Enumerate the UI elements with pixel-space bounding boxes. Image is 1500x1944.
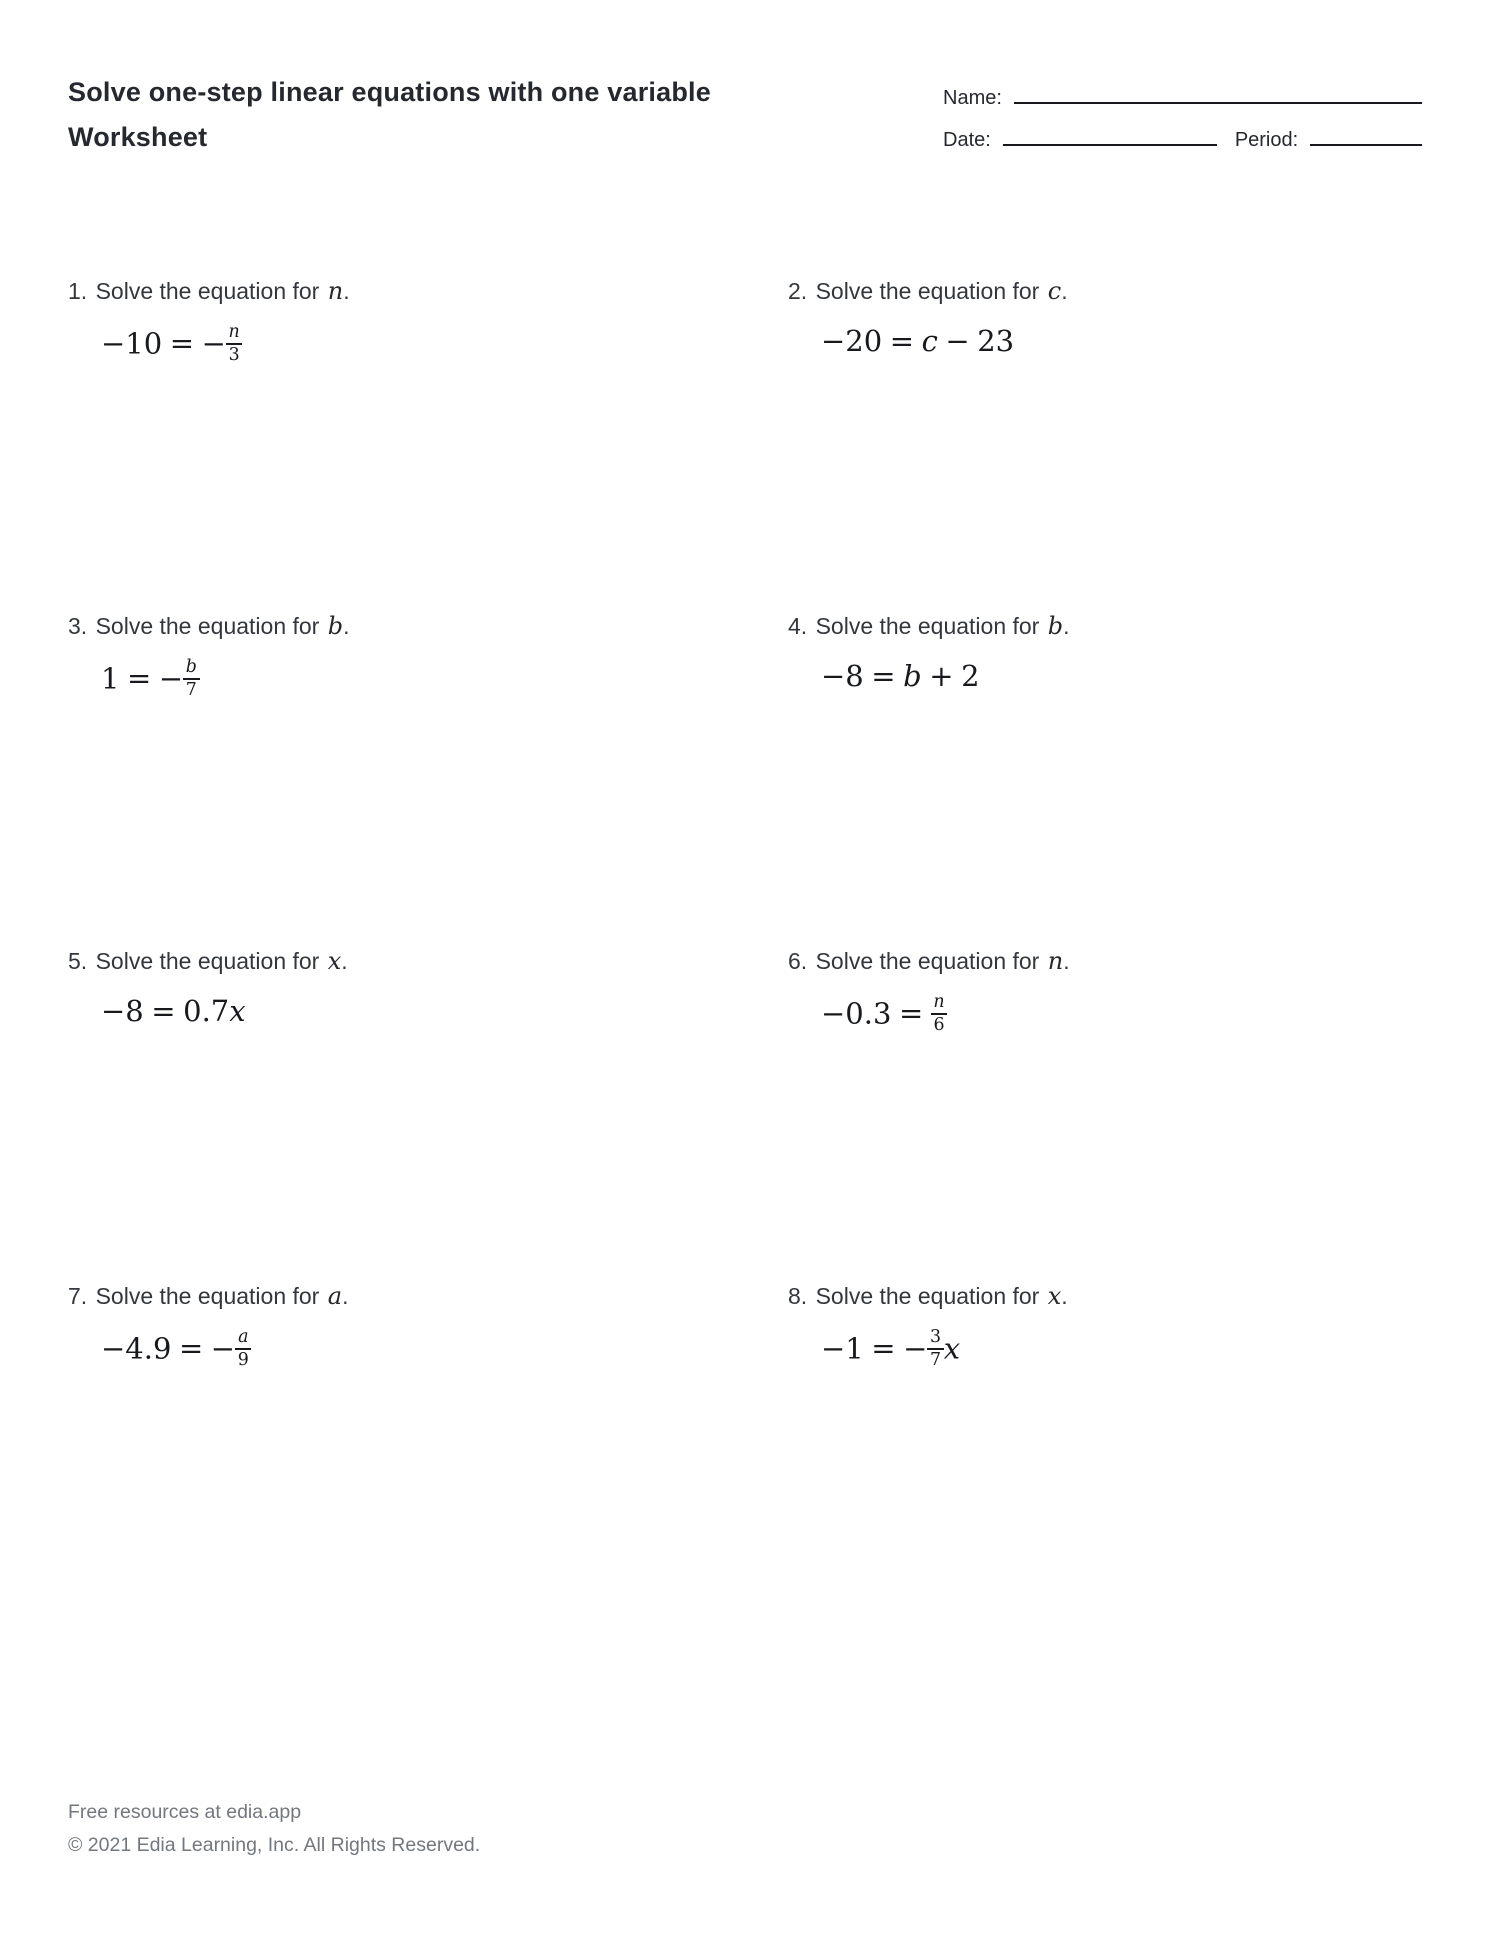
problem-prompt (788, 611, 1442, 641)
problem-prompt-text: Solve the equation for (815, 948, 1040, 974)
worksheet-title-line2: Worksheet (68, 122, 208, 152)
problem-equation: −20 = c − 23 (821, 324, 1015, 358)
problem-prompt-period: . (342, 1283, 349, 1309)
problem-prompt (788, 1281, 1442, 1311)
problem-variable: a (327, 1282, 343, 1310)
problem-prompt-period: . (343, 278, 350, 304)
problem-prompt-text: Solve the equation for (815, 1283, 1040, 1309)
problem-variable: b (327, 612, 344, 640)
problem-item (788, 276, 1442, 611)
problem-prompt-text: Solve the equation for (95, 948, 320, 974)
problem-equation: −0.3 = $\frac{n}{6}$ (821, 994, 1442, 1037)
worksheet-title-line1: Solve one-step linear equations with one variable (68, 77, 711, 107)
problem-equation: −1 = − $\frac{3}{7}$ x (821, 1327, 961, 1371)
problem-prompt (788, 946, 1442, 976)
period-input-line[interactable] (1310, 130, 1422, 146)
problem-prompt-text: Solve the equation for (95, 1283, 320, 1309)
problem-variable: b (1047, 612, 1064, 640)
problem-equation: −8 = b + 2 (821, 659, 980, 693)
date-input-line[interactable] (1003, 130, 1217, 146)
problem-prompt-period: . (1061, 1283, 1068, 1309)
problem-variable: x (1047, 1282, 1062, 1310)
problem-variable: n (327, 277, 344, 305)
problem-item (68, 1281, 788, 1616)
problem-number: 7. (68, 1283, 88, 1309)
problems-grid (68, 276, 1442, 1616)
problem-number: 5. (68, 948, 88, 974)
problem-number: 8. (788, 1283, 808, 1309)
problem-prompt (68, 611, 788, 641)
date-period-field-row (943, 128, 1422, 152)
problem-prompt-text: Solve the equation for (95, 278, 320, 304)
problem-item (68, 946, 788, 1281)
name-field-row (943, 86, 1422, 110)
problem-prompt (68, 1281, 788, 1311)
problem-number: 3. (68, 613, 88, 639)
problem-equation: 1 = − $\frac{b}{7}$ (101, 659, 788, 702)
footer-copyright-text: © 2021 Edia Learning, Inc. All Rights Reserved. (68, 1834, 481, 1856)
problem-equation: −10 = − $\frac{n}{3}$ (101, 324, 788, 367)
problem-prompt-period: . (1063, 613, 1070, 639)
problem-item (68, 276, 788, 611)
date-label: Date: (943, 129, 991, 151)
name-input-line[interactable] (1014, 88, 1422, 104)
title-block (68, 70, 711, 160)
problem-prompt-text: Solve the equation for (815, 278, 1040, 304)
problem-item (788, 611, 1442, 946)
worksheet-header (68, 70, 1422, 160)
problem-prompt-period: . (341, 948, 348, 974)
problem-prompt-text: Solve the equation for (95, 613, 320, 639)
problem-item (68, 611, 788, 946)
student-fields (943, 70, 1422, 152)
problem-equation: −8 = 0.7x (101, 994, 246, 1028)
period-label: Period: (1234, 129, 1299, 151)
problem-prompt (68, 946, 788, 976)
problem-prompt (68, 276, 788, 306)
problem-prompt-period: . (1063, 948, 1070, 974)
name-label: Name: (943, 87, 1002, 109)
problem-prompt-period: . (343, 613, 350, 639)
problem-number: 6. (788, 948, 808, 974)
page-footer (68, 1796, 480, 1862)
problem-item (788, 946, 1442, 1281)
footer-resources-text: Free resources at edia.app (68, 1801, 302, 1823)
problem-variable: n (1047, 947, 1064, 975)
problem-number: 4. (788, 613, 808, 639)
problem-number: 2. (788, 278, 808, 304)
problem-equation: −4.9 = − $\frac{a}{9}$ (101, 1329, 788, 1372)
problem-variable: c (1047, 277, 1062, 305)
problem-item (788, 1281, 1442, 1616)
problem-prompt-period: . (1061, 278, 1068, 304)
problem-prompt-text: Solve the equation for (815, 613, 1040, 639)
problem-variable: x (327, 947, 342, 975)
problem-number: 1. (68, 278, 88, 304)
problem-prompt (788, 276, 1442, 306)
